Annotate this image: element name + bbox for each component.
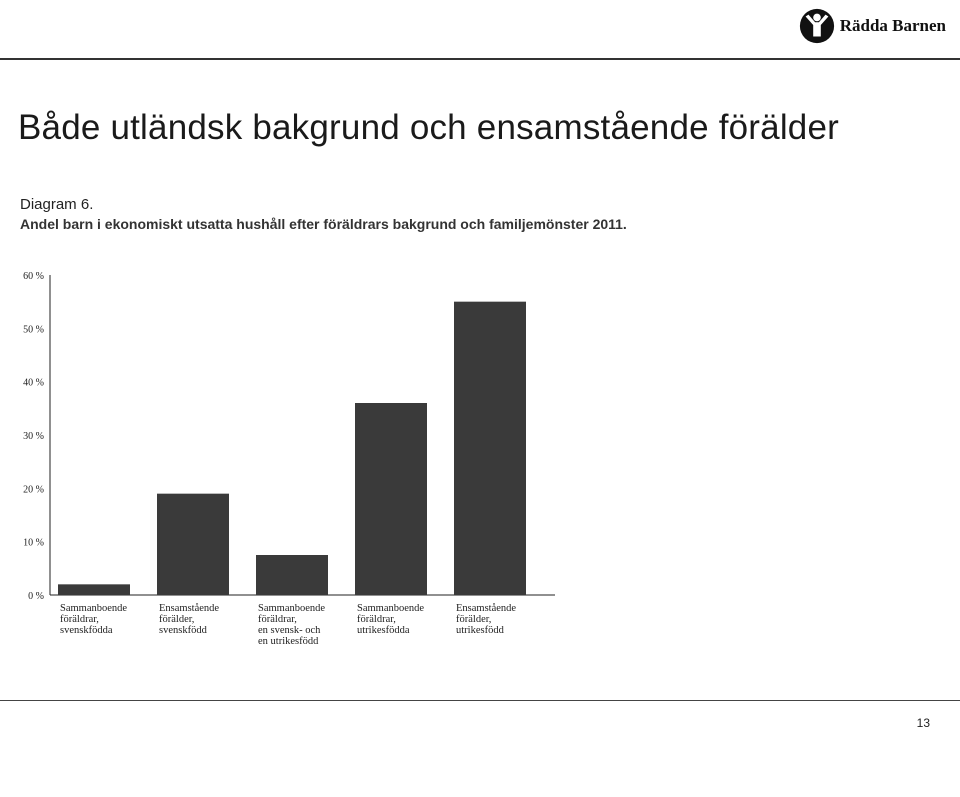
x-tick-label: svenskfödda (60, 625, 113, 636)
x-tick-label: utrikesfödd (456, 625, 504, 636)
y-tick-label: 40 % (23, 377, 44, 389)
y-tick-label: 30 % (23, 431, 44, 442)
y-tick-label: 10 % (23, 537, 44, 549)
page-number: 13 (916, 716, 930, 730)
bar (58, 584, 130, 595)
page-title: Både utländsk bakgrund och ensamstående förälder (18, 108, 839, 147)
brand-name: Rädda Barnen (839, 16, 946, 35)
bar (256, 555, 328, 595)
x-tick-label: Ensamstående (456, 603, 517, 614)
x-tick-label: föräldrar, (357, 614, 396, 625)
brand (798, 6, 946, 46)
x-tick-label: föräldrar, (258, 614, 297, 625)
x-tick-label: Sammanboende (258, 603, 326, 614)
bar (355, 403, 427, 595)
diagram-caption: Andel barn i ekonomiskt utsatta hushåll efter föräldrars bakgrund och familjemönster 2011. (20, 216, 627, 232)
x-tick-label: förälder, (456, 614, 492, 625)
header-divider (0, 58, 960, 60)
x-tick-label: Ensamstående (159, 603, 220, 614)
x-tick-label: föräldrar, (60, 614, 99, 625)
x-tick-label: utrikesfödda (357, 625, 410, 636)
x-tick-label: en utrikesfödd (258, 636, 319, 647)
child-arms-raised-icon (798, 7, 836, 45)
diagram-label: Diagram 6. (20, 196, 94, 213)
bar (454, 302, 526, 595)
x-tick-label: Sammanboende (60, 603, 128, 614)
footer-divider (0, 700, 960, 701)
bar-chart (0, 250, 620, 670)
bar (157, 494, 229, 595)
x-tick-label: Sammanboende (357, 603, 425, 614)
y-tick-label: 0 % (28, 591, 44, 602)
x-tick-label: svenskfödd (159, 625, 207, 636)
y-tick-label: 60 % (23, 271, 44, 282)
x-tick-label: en svensk- och (258, 625, 321, 636)
y-tick-label: 20 % (23, 484, 44, 496)
x-tick-label: förälder, (159, 614, 195, 625)
y-tick-label: 50 % (23, 324, 44, 336)
